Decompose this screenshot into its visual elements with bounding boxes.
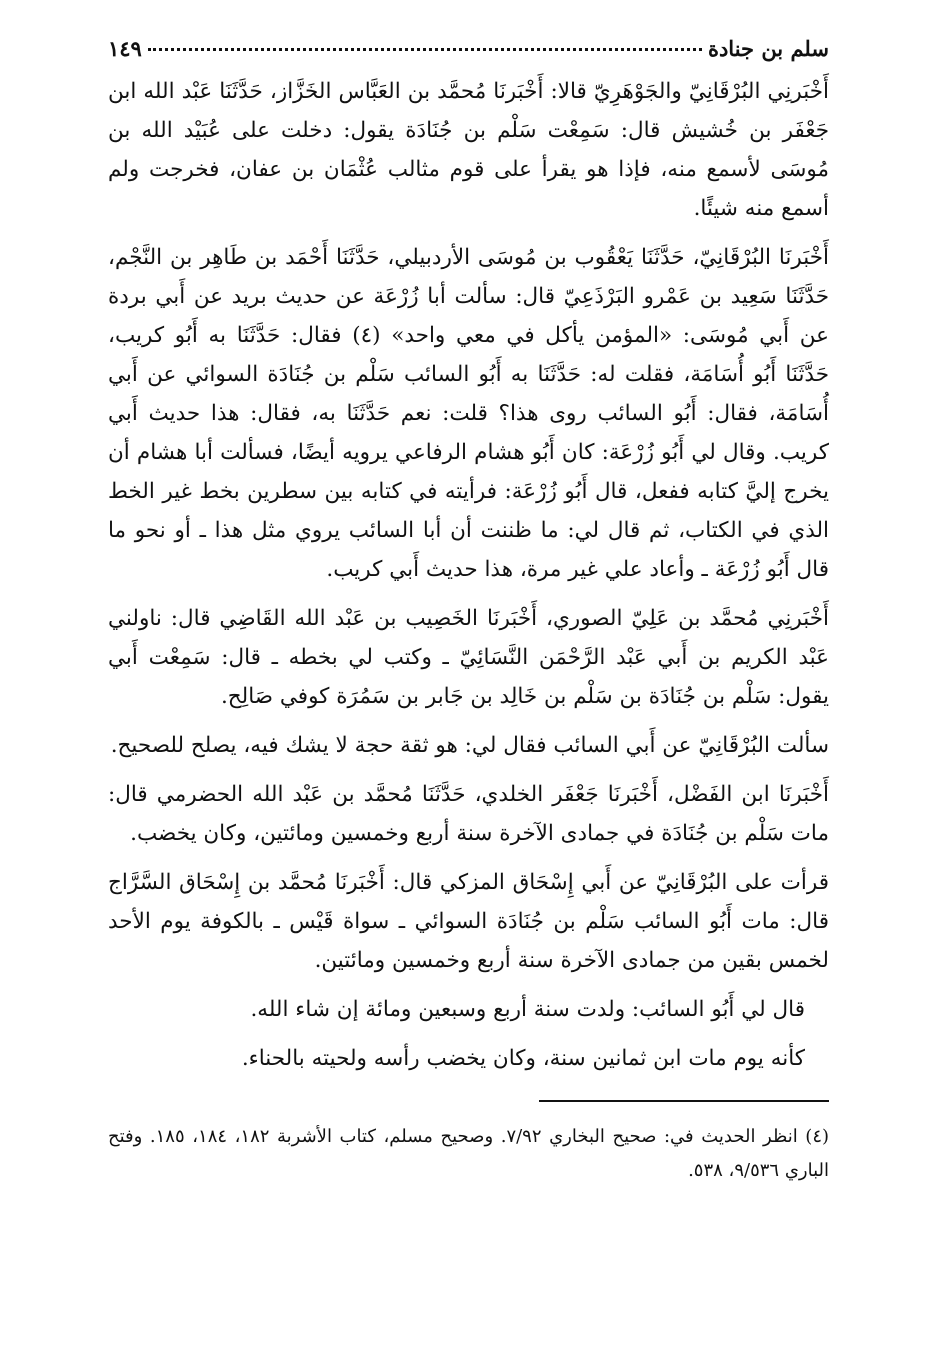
paragraph: قال لي أَبُو السائب: ولدت سنة أربع وسبعين ومائة إن شاء الله. [250,997,805,1022]
page-number: ١٤٩ [108,36,142,61]
paragraph: سألت البُرْقَانِيّ عن أَبي السائب فقال لي: هو ثقة حجة لا يشك فيه، يصلح للصحيح. [110,733,829,758]
paragraph: أَخْبَرنِي البُرْقَانِيّ والجَوْهَرِيّ قالا: أَخْبَرنَا مُحمَّد بن العَبَّاس الخَزَّاز، حَدَّثَنَا عَبْد الله ابن جَعْفَر بن خُشيش قال: سَمِعْت سَلْم بن جُنَادَة يقول: دخلت على عُبَيْد الله بن مُوسَى لأسمع منه، فإذا هو يقرأ على قوم مثالب عُثْمَان بن عفان، فخرجت ولم أسمع منه شيئًا. [108,79,829,221]
footnote: (٤) انظر الحديث في: صحيح البخاري ٧/٩٢. وصحيح مسلم، كتاب الأشربة ١٨٢، ١٨٤، ١٨٥. وفتح الباري ٩/٥٣٦، ٥٣٨. [108,1126,830,1181]
footnote-divider [539,1100,829,1102]
page-header [108,30,829,68]
header-leader-dots [148,48,702,51]
paragraph: قرأت على البُرْقَانِيّ عن أَبي إِسْحَاق المزكي قال: أَخْبَرنَا مُحمَّد بن إِسْحَاق السَّرَّاج قال: مات أَبُو السائب سَلْم بن جُنَادَة السوائي ـ سواة قَيْس ـ بالكوفة يوم الأحد لخمس بقين من جمادى الآخرة سنة أربع وخمسين ومائتين. [108,870,829,973]
paragraph: كأنه يوم مات ابن ثمانين سنة، وكان يخضب رأسه ولحيته بالحناء. [241,1046,805,1071]
running-title: سلم بن جنادة [707,36,829,61]
paragraph: أَخْبَرنِي مُحمَّد بن عَلِيّ الصوري، أَخْبَرنَا الخَصِيب بن عَبْد الله القَاضِي قال: ناولني عَبْد الكريم بن أَبي عَبْد الرَّحْمَن النَّسَائِيّ ـ وكتب لي بخطه ـ قال: سَمِعْت أَبي يقول: سَلْم بن جُنَادَة بن سَلْم بن خَالِد بن جَابر بن سَمُرَة كوفي صَالِح. [108,606,829,709]
paragraph: أَخْبَرنَا البُرْقَانِيّ، حَدَّثَنَا يَعْقُوب بن مُوسَى الأردبيلي، حَدَّثَنَا أَحْمَد بن طَاهِر بن النَّجْم، حَدَّثَنَا سَعِيد بن عَمْرو البَرْذَعِيّ قال: سألت أبا زُرْعَة عن حديث بريد عن أَبي بردة عن أَبي مُوسَى: «المؤمن يأكل في معي واحد» (٤) فقال: حَدَّثَنَا به أَبُو كريب، حَدَّثَنَا أَبُو أُسَامَة، فقلت له: حَدَّثَنَا به أَبُو السائب سَلْم بن جُنَادَة السوائي عن أَبي أُسَامَة، فقال: أَبُو السائب روى هذا؟ قلت: نعم حَدَّثَنَا به، فقال: هذا حديث أَبي كريب. وقال لي أَبُو زُرْعَة: كان أَبُو هشام الرفاعي يرويه أيضًا، فسألت أبا هشام أن يخرج إليَّ كتابه ففعل، قال أَبُو زُرْعَة: فرأيته في كتابه بين سطرين بخط غير الخط الذي في الكتاب، ثم قال لي: ما ظننت أن أبا السائب يروي مثل هذا ـ أو نحو ما قال أَبُو زُرْعَة ـ وأعاد علي غير مرة، هذا حديث أَبي كريب. [108,245,829,582]
paragraph: أَخْبَرنَا ابن الفَضْل، أَخْبَرنَا جَعْفَر الخلدي، حَدَّثَنَا مُحمَّد بن عَبْد الله الحضرمي قال: مات سَلْم بن جُنَادَة في جمادى الآخرة سنة أربع وخمسين ومائتين، وكان يخضب. [108,782,829,846]
